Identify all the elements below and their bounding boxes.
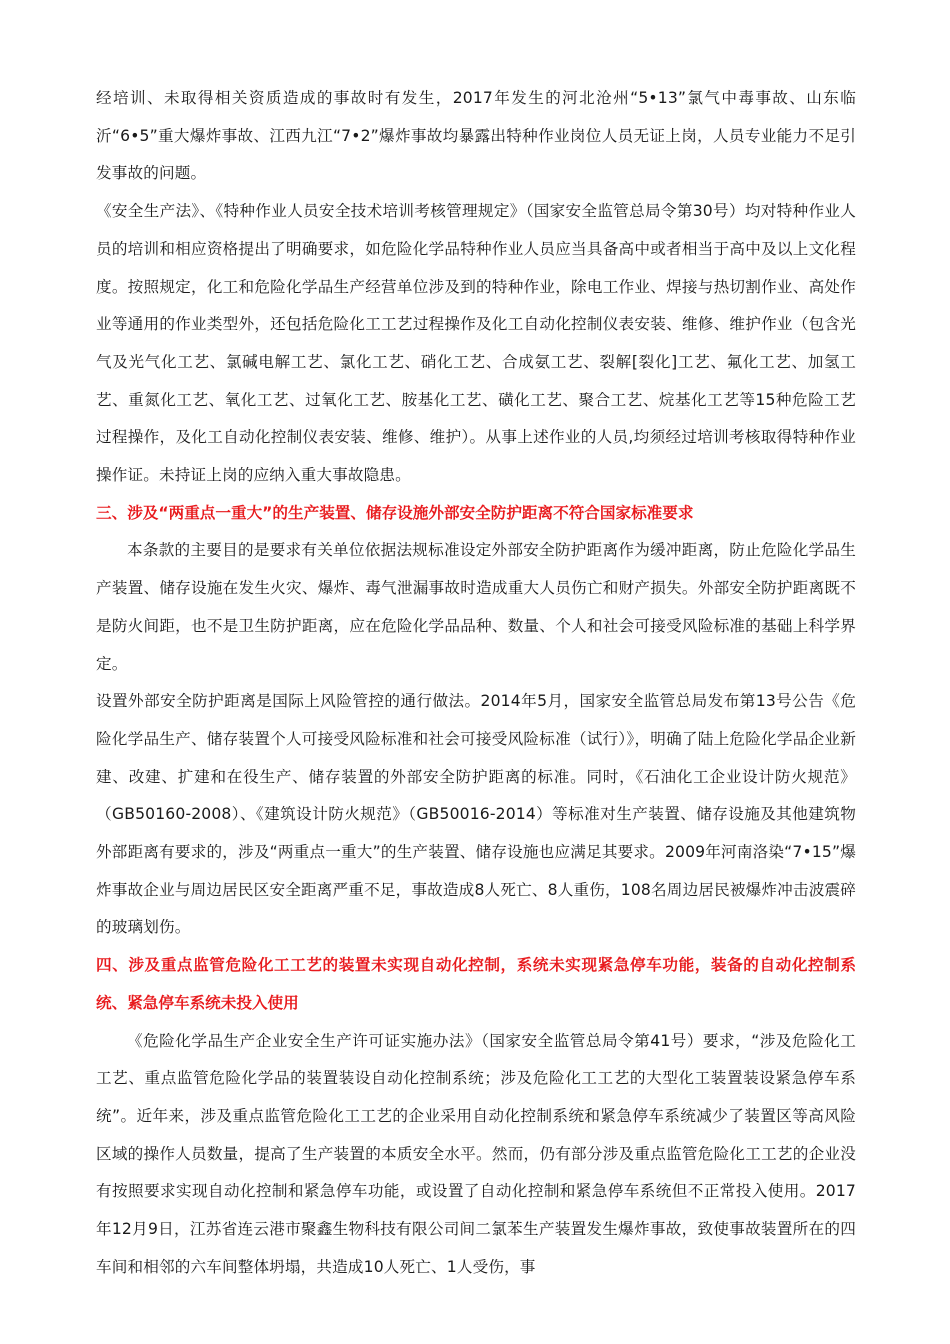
paragraph-clause-purpose: 本条款的主要目的是要求有关单位依据法规标准设定外部安全防护距离作为缓冲距离，防止危险化学品生产装置、储存设施在发生火灾、爆炸、毒气泄漏事故时造成重大人员伤亡和财产损失。外部安全防护距离既不是防火间距，也不是卫生防护距离，应在危险化学品品种、数量、个人和社会可接受风险标准的基础上科学界定。 xyxy=(96,541,856,673)
section-heading-4: 四、涉及重点监管危险化工工艺的装置未实现自动化控制，系统未实现紧急停车功能，装备的自动化控制系统、紧急停车系统未投入使用 xyxy=(96,956,856,1012)
paragraph-special-operations: 《安全生产法》、《特种作业人员安全技术培训考核管理规定》（国家安全监管总局令第30号）均对特种作业人员的培训和相应资格提出了明确要求，如危险化学品特种作业人员应当具备高中或者相当于高中及以上文化程度。按照规定，化工和危险化学品生产经营单位涉及到的特种作业，除电工作业、焊接与热切割作业、高处作业等通用的作业类型外，还包括危险化工工艺过程操作及化工自动化控制仪表安装、维修、维护作业（包含光气及光气化工艺、氯碱电解工艺、氯化工艺、硝化工艺、合成氨工艺、裂解[裂化]工艺、氟化工艺、加氢工艺、重氮化工艺、氧化工艺、过氧化工艺、胺基化工艺、磺化工艺、聚合工艺、烷基化工艺等15种危险工艺过程操作，及化工自动化控制仪表安装、维修、维护）。从事上述作业的人员,均须经过培训考核取得特种作业操作证。未持证上岗的应纳入重大事故隐患。 xyxy=(96,202,856,485)
section-heading-3: 三、涉及“两重点一重大”的生产装置、储存设施外部安全防护距离不符合国家标准要求 xyxy=(96,503,694,522)
paragraph-accident-cases: 经培训、未取得相关资质造成的事故时有发生，2017年发生的河北沧州“5•13”氯气中毒事故、山东临沂“6•5”重大爆炸事故、江西九江“7•2”爆炸事故均暴露出特种作业岗位人员无证上岗，人员专业能力不足引发事故的问题。 xyxy=(96,89,856,183)
document-page xyxy=(96,80,856,1287)
paragraph-external-distance: 设置外部安全防护距离是国际上风险管控的通行做法。2014年5月，国家安全监管总局发布第13号公告《危险化学品生产、储存装置个人可接受风险标准和社会可接受风险标准（试行）》，明确了陆上危险化学品企业新建、改建、扩建和在役生产、储存装置的外部安全防护距离的标准。同时，《石油化工企业设计防火规范》（GB50160-2008）、《建筑设计防火规范》（GB50016-2014）等标准对生产装置、储存设施及其他建筑物外部距离有要求的，涉及“两重点一重大”的生产装置、储存设施也应满足其要求。2009年河南洛染“7•15”爆炸事故企业与周边居民区安全距离严重不足，事故造成8人死亡、8人重伤，108名周边居民被爆炸冲击波震碎的玻璃划伤。 xyxy=(96,692,856,937)
paragraph-automation-control: 《危险化学品生产企业安全生产许可证实施办法》（国家安全监管总局令第41号）要求，“涉及危险化工工艺、重点监管危险化学品的装置装设自动化控制系统；涉及危险化工工艺的大型化工装置装设紧急停车系统”。近年来，涉及重点监管危险化工工艺的企业采用自动化控制系统和紧急停车系统减少了装置区等高风险区域的操作人员数量，提高了生产装置的本质安全水平。然而，仍有部分涉及重点监管危险化工工艺的企业没有按照要求实现自动化控制和紧急停车功能，或设置了自动化控制和紧急停车系统但不正常投入使用。2017年12月9日，江苏省连云港市聚鑫生物科技有限公司间二氯苯生产装置发生爆炸事故，致使事故装置所在的四车间和相邻的六车间整体坍塌，共造成10人死亡、1人受伤，事 xyxy=(96,1031,856,1276)
